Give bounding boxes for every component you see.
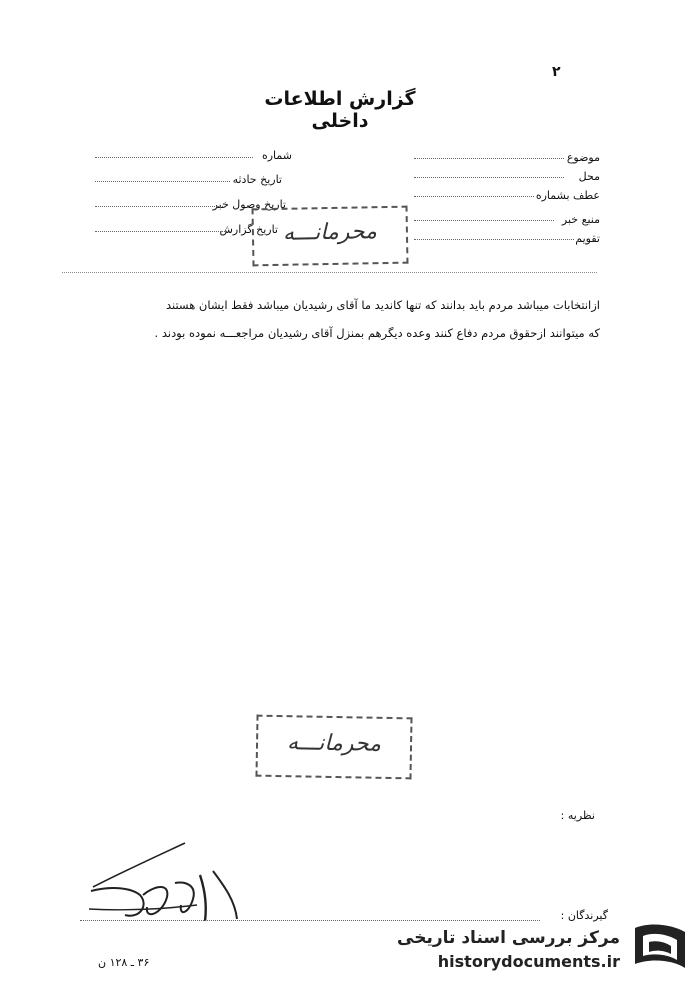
opinion-label: نظریه : [560, 809, 595, 822]
confidential-stamp-bottom [255, 715, 412, 780]
field-reference-label: عطف بشماره [535, 189, 600, 202]
confidential-stamp-bottom-text: محرمانـــه [286, 730, 382, 757]
recipients-label: گیرندگان : [560, 909, 608, 922]
field-calendar-line [414, 239, 574, 240]
field-source-label: منبع خبر [561, 213, 600, 226]
field-calendar-label: تقویم [575, 232, 600, 245]
document-code: ۳۶ ـ ۱۲۸ ن [98, 956, 150, 969]
field-reference-line [414, 196, 534, 197]
field-report-date-label: تاریخ گزارش [219, 223, 278, 236]
field-subject-line [414, 158, 564, 159]
field-subject-label: موضوع [566, 151, 600, 164]
body-line-1: ازانتخابات میباشد مردم باید بدانند که تنها کاندید ما آقای رشیدیان میباشد فقط ایشان هستند [165, 298, 600, 312]
field-incident-date-line [95, 181, 230, 182]
confidential-stamp-top-text: محرمانـــه [282, 219, 378, 246]
field-incident-date-label: تاریخ حادثه [232, 173, 282, 186]
page-number: ۲ [552, 64, 561, 80]
archive-logo-icon [629, 918, 691, 978]
recipients-line [80, 920, 540, 921]
field-location-label: محل [578, 170, 600, 183]
field-number-label: شماره [261, 149, 292, 162]
header-separator [62, 272, 597, 273]
body-line-2: که میتوانند ازحقوق مردم دفاع کنند وعده دیگرهم بمنزل آقای رشیدیان مراجعـــه نموده بودند . [154, 326, 600, 340]
confidential-stamp-top [252, 206, 409, 267]
watermark-url: historydocuments.ir [437, 952, 620, 971]
field-number-line [95, 157, 253, 158]
field-source-line [414, 220, 554, 221]
field-receipt-date-label: تاریخ وصول خبر [212, 198, 286, 211]
field-location-line [414, 177, 564, 178]
watermark-org-name: مرکز بررسی اسناد تاریخی [397, 928, 620, 948]
document-title: گزارش اطلاعات داخلی [264, 88, 416, 132]
field-report-date-line [95, 231, 225, 232]
field-receipt-date-line [95, 206, 225, 207]
